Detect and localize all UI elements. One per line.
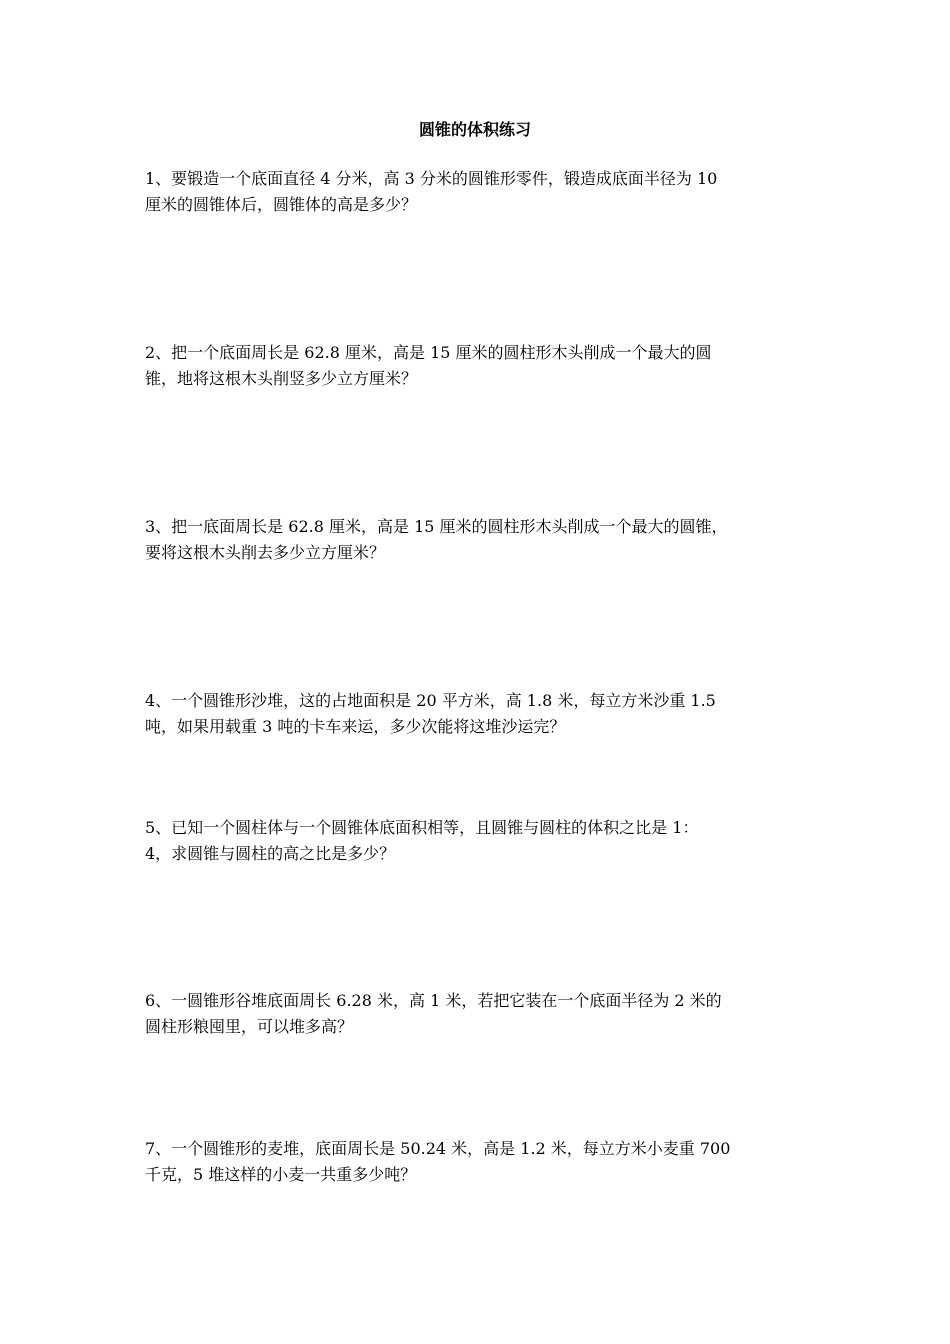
question-7 (145, 1136, 825, 1188)
question-3-line-1: 3、把一底面周长是 62.8 厘米，高是 15 厘米的圆柱形木头削成一个最大的圆锥， (145, 517, 728, 536)
page-title: 圆锥的体积练习 (418, 120, 531, 139)
question-7-line-1: 7、一个圆锥形的麦堆，底面周长是 50.24 米，高是 1.2 米，每立方米小麦重 700 (145, 1139, 731, 1158)
question-6-line-1: 6、一圆锥形谷堆底面周长 6.28 米，高 1 米，若把它装在一个底面半径为 2 米的 (145, 991, 722, 1010)
question-3 (145, 514, 825, 566)
question-6-line-2: 圆柱形粮囤里，可以堆多高？ (145, 1017, 354, 1036)
question-5-line-1: 5、已知一个圆柱体与一个圆锥体底面积相等，且圆锥与圆柱的体积之比是 1： (145, 818, 699, 837)
question-1 (145, 166, 825, 218)
question-6 (145, 988, 825, 1040)
question-4-line-2: 吨，如果用载重 3 吨的卡车来运，多少次能将这堆沙运完？ (145, 717, 566, 736)
question-2-line-1: 2、把一个底面周长是 62.8 厘米，高是 15 厘米的圆柱形木头削成一个最大的圆 (145, 343, 712, 362)
question-4 (145, 688, 825, 740)
question-5 (145, 815, 825, 867)
question-2-line-2: 锥，地将这根木头削竖多少立方厘米？ (145, 369, 418, 388)
question-2 (145, 340, 825, 392)
question-5-line-2: 4，求圆锥与圆柱的高之比是多少？ (145, 844, 396, 863)
question-4-line-1: 4、一个圆锥形沙堆，这的占地面积是 20 平方米，高 1.8 米，每立方米沙重 1.5 (145, 691, 716, 710)
question-1-line-1: 1、要锻造一个底面直径 4 分米，高 3 分米的圆锥形零件，锻造成底面半径为 10 (145, 169, 718, 188)
question-3-line-2: 要将这根木头削去多少立方厘米？ (145, 543, 386, 562)
question-7-line-2: 千克，5 堆这样的小麦一共重多少吨？ (145, 1165, 417, 1184)
question-1-line-2: 厘米的圆锥体后，圆锥体的高是多少？ (145, 195, 418, 214)
